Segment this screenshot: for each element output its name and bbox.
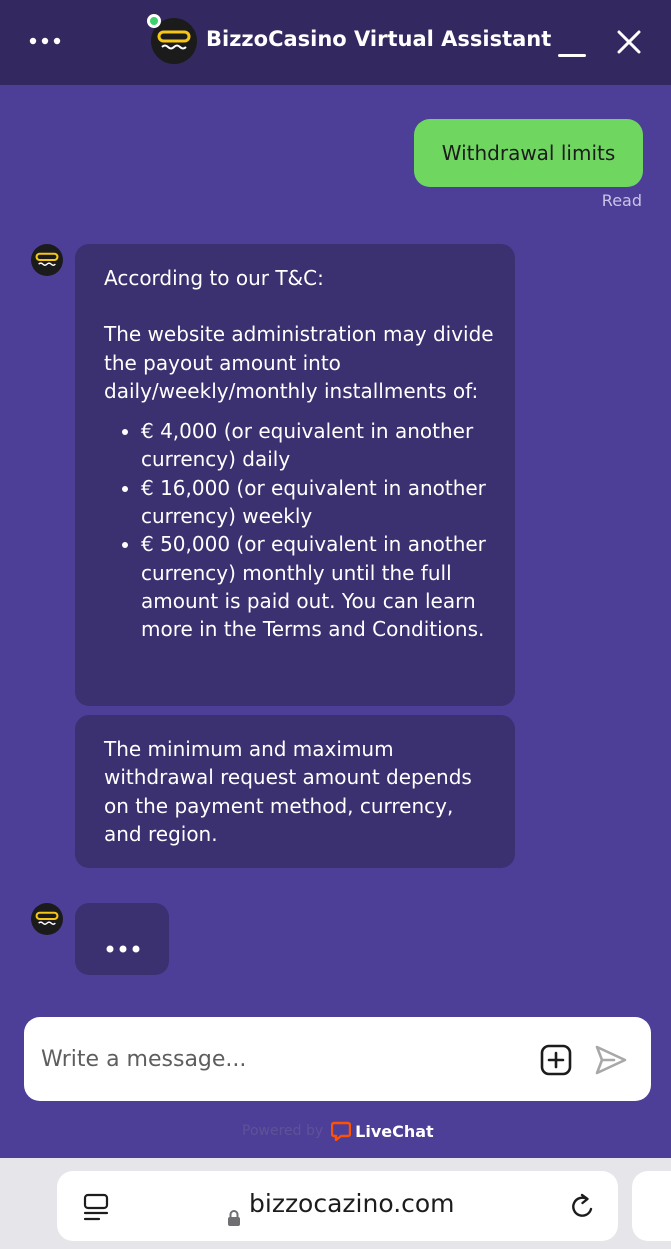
powered-by-livechat[interactable] [242, 1120, 434, 1142]
chat-header [0, 0, 671, 85]
add-attachment-icon[interactable] [540, 1044, 572, 1076]
tabs-icon[interactable] [83, 1193, 109, 1221]
message-input[interactable] [41, 1041, 511, 1077]
installment-list [104, 417, 497, 643]
send-icon[interactable] [594, 1044, 628, 1076]
user-message-bubble [414, 119, 643, 187]
list-item: • € 16,000 (or equivalent in another currency) weekly [141, 474, 497, 531]
close-icon[interactable] [614, 27, 644, 57]
browser-address-bar [0, 1158, 671, 1249]
online-status-dot [147, 14, 161, 28]
read-receipt: Read [601, 191, 642, 210]
message-composer [24, 1017, 651, 1101]
minimize-icon[interactable] [556, 44, 588, 56]
typing-indicator-bubble [75, 903, 169, 975]
url-field[interactable] [57, 1171, 618, 1241]
livechat-brand: LiveChat [355, 1121, 434, 1141]
list-item: • € 50,000 (or equivalent in another currency) monthly until the full amount is paid out. You can learn more in the Terms and Conditions. [141, 530, 497, 643]
bot-avatar-icon [31, 244, 63, 276]
powered-by-label: Powered by [242, 1123, 324, 1139]
bot-message-intro: According to our T&C: [104, 266, 324, 290]
more-options-icon[interactable] [28, 30, 64, 52]
url-text: bizzocazino.com [249, 1189, 455, 1218]
bot-message-bubble [75, 244, 515, 706]
lock-icon [227, 1209, 241, 1227]
list-item: • € 4,000 (or equivalent in another currency) daily [141, 417, 497, 474]
user-message-text: Withdrawal limits [441, 141, 616, 165]
livechat-logo-icon [331, 1121, 351, 1141]
bot-message-bubble [75, 715, 515, 868]
bot-avatar-icon [31, 903, 63, 935]
chat-title: BizzoCasino Virtual Assistant [206, 27, 552, 51]
bot-message-text: The minimum and maximum withdrawal request amount depends on the payment method, currency, and region. [104, 737, 472, 846]
next-tab-preview[interactable] [632, 1171, 671, 1241]
typing-dots-icon [105, 933, 141, 943]
reload-icon[interactable] [569, 1191, 597, 1221]
bot-message-paragraph: The website administration may divide the payout amount into daily/weekly/monthly installments of: [104, 322, 494, 403]
